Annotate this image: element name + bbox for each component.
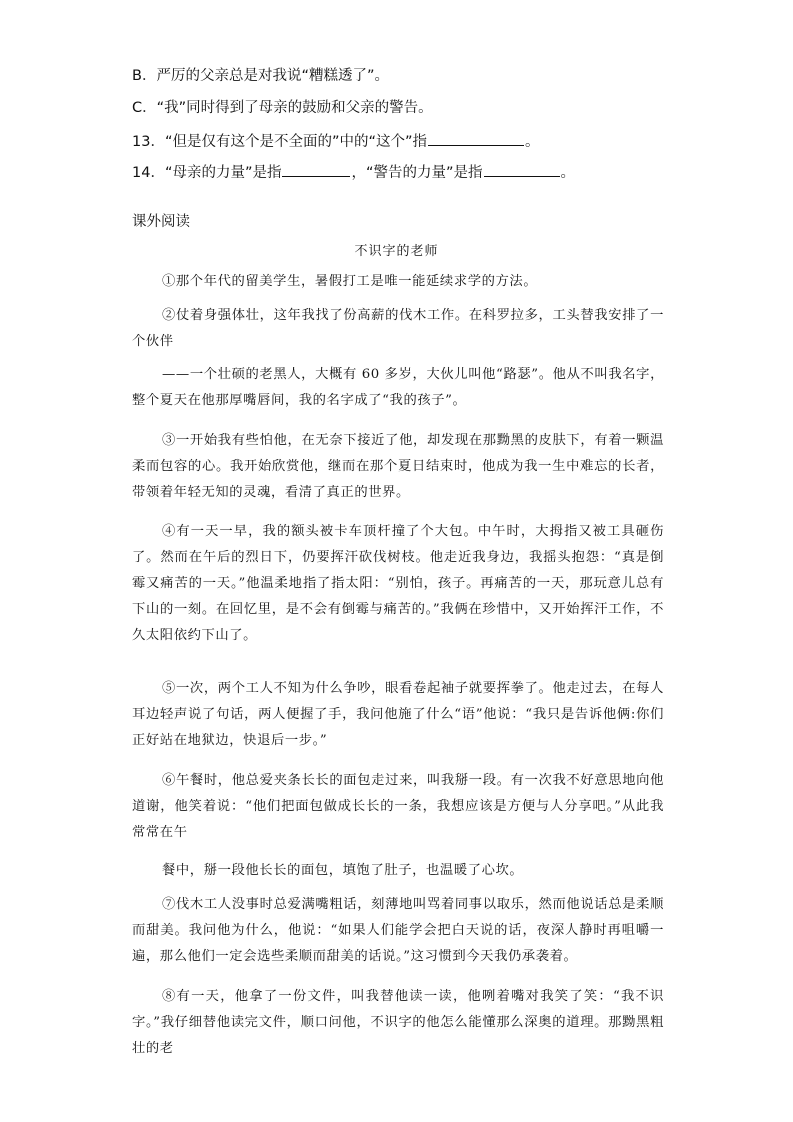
paragraph-5: ⑤一次，两个工人不知为什么争吵，眼看卷起袖子就要挥拳了。他走过去，在每人耳边轻声说了句话，两人便握了手，我问他施了什么“语”他说：“我只是告诉他俩:你们正好站在地狱边，快退后一步。”	[132, 681, 664, 748]
option-b-text: B．严厉的父亲总是对我说“糟糕透了”。	[132, 68, 389, 84]
question-13	[132, 130, 540, 152]
paragraph-6-continued: 餐中，掰一段他长长的面包，填饱了肚子，也温暖了心坎。	[162, 863, 524, 878]
question-14-text: 14．“母亲的力量”是指	[132, 165, 282, 181]
article-title: 不识字的老师	[354, 244, 439, 259]
paragraph-8: ⑧有一天，他拿了一份文件，叫我替他读一读，他咧着嘴对我笑了笑：“我不识字。”我仔细替他读完文件，顺口问他，不识字的他怎么能懂那么深奥的道理。那黝黑粗壮的老	[132, 989, 664, 1056]
paragraph-3: ③一开始我有些怕他，在无奈下接近了他，却发现在那黝黑的皮肤下，有着一颗温柔而包容的心。我开始欣赏他，继而在那个夏日结束时，他成为我一生中难忘的长者，带领着年轻无知的灵魂，看清了真正的世界。	[132, 433, 664, 500]
paragraph-4: ④有一天一早，我的额头被卡车顶杆撞了个大包。中午时，大拇指又被工具砸伤了。然而在午后的烈日下，仍要挥汗砍伐树枝。他走近我身边，我摇头抱怨：“真是倒霉又痛苦的一天。”他温柔地指了指太阳：“别怕，孩子。再痛苦的一天，那玩意儿总有下山的一刻。在回忆里，是不会有倒霉与痛苦的。”我俩在珍惜中，又开始挥汗工作，不久太阳依约下山了。	[132, 524, 664, 643]
question-14-end: 。	[560, 165, 576, 181]
answer-blank-13[interactable]	[428, 130, 524, 146]
paragraph-2-continued: ——一个壮硕的老黑人，大概有 60 多岁，大伙儿叫他“路瑟”。他从不叫我名字，整个夏天在他那厚嘴唇间，我的名字成了“我的孩子”。	[132, 367, 664, 408]
section-title: 课外阅读	[132, 214, 190, 230]
question-14	[132, 161, 575, 183]
question-13-text: 13．“但是仅有这个是不全面的”中的“这个”指	[132, 134, 427, 150]
answer-blank-14a[interactable]	[282, 161, 350, 177]
option-c	[132, 98, 433, 118]
option-c-text: C．“我”同时得到了母亲的鼓励和父亲的警告。	[132, 100, 433, 116]
paragraph-1: ①那个年代的留美学生，暑假打工是唯一能延续求学的方法。	[162, 274, 538, 289]
question-13-end: 。	[525, 134, 540, 150]
question-14-middle: ，“警告的力量”是指	[351, 165, 483, 181]
paragraph-7: ⑦伐木工人没事时总爱满嘴粗话，刻薄地叫骂着同事以取乐，然而他说话总是柔顺而甜美。我问他为什么，他说：“如果人们能学会把白天说的话，夜深人静时再咀嚼一遍，那么他们一定会选些柔顺而甜美的话说。”这习惯到今天我仍承袭着。	[132, 897, 664, 964]
paragraph-2: ②仗着身强体壮，这年我找了份高薪的伐木工作。在科罗拉多，工头替我安排了一个伙伴	[132, 308, 664, 349]
paragraph-6: ⑥午餐时，他总爱夹条长长的面包走过来，叫我掰一段。有一次我不好意思地向他道谢，他笑着说：“他们把面包做成长长的一条，我想应该是方便与人分享吧。”从此我常常在午	[132, 773, 664, 840]
option-b	[132, 66, 389, 86]
answer-blank-14b[interactable]	[484, 161, 560, 177]
